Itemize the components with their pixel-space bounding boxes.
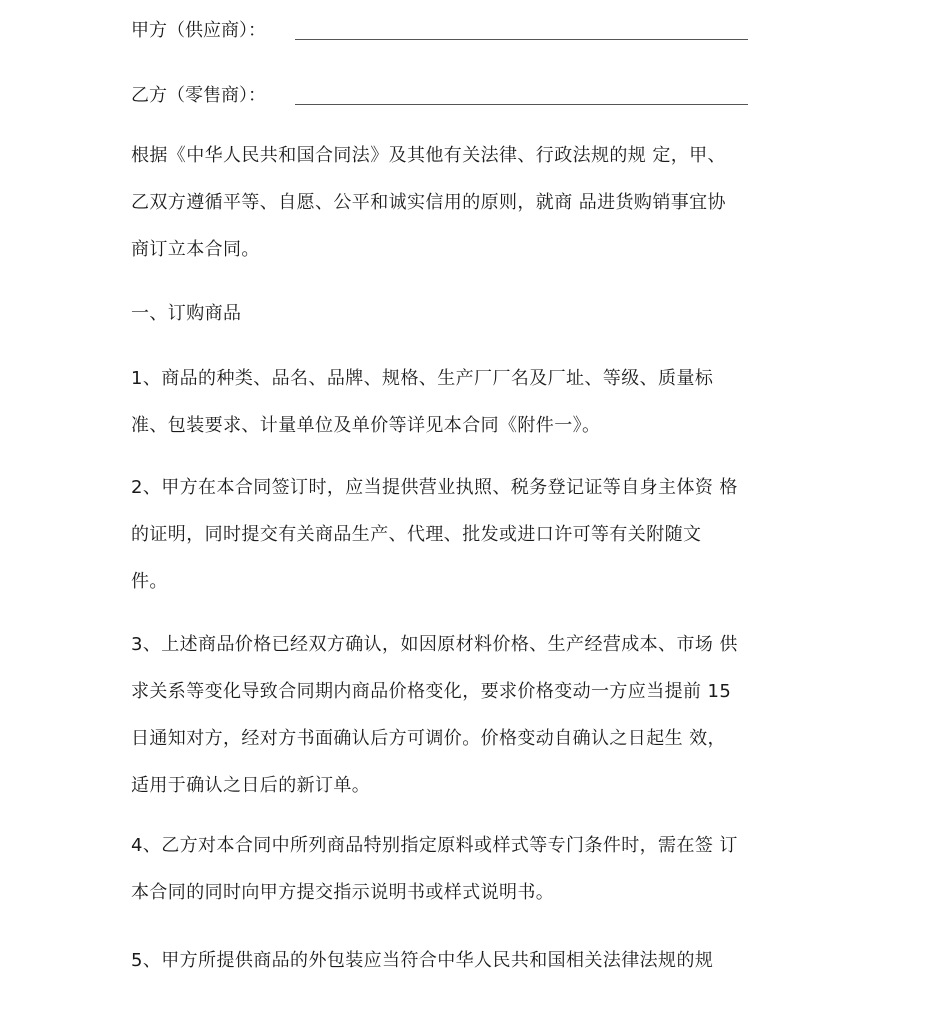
clause-line: 适用于确认之日后的新订单。	[131, 775, 371, 796]
clause-line: 求关系等变化导致合同期内商品价格变化，要求价格变动一方应当提前 15	[131, 681, 732, 702]
clause-2	[131, 464, 796, 605]
preamble-line: 乙双方遵循平等、自愿、公平和诚实信用的原则，就商 品进货购销事宜协	[131, 192, 726, 213]
clause-4	[131, 822, 796, 916]
clause-line: 件。	[131, 571, 168, 592]
clause-3	[131, 621, 796, 809]
preamble-line: 根据《中华人民共和国合同法》及其他有关法律、行政法规的规 定，甲、	[131, 145, 726, 166]
clause-line: 2、甲方在本合同签订时，应当提供营业执照、税务登记证等自身主体资 格	[131, 477, 738, 498]
clause-line: 4、乙方对本合同中所列商品特别指定原料或样式等专门条件时，需在签 订	[131, 835, 738, 856]
party-b-blank	[295, 104, 748, 105]
party-a-row	[131, 19, 266, 43]
clause-line: 5、甲方所提供商品的外包装应当符合中华人民共和国相关法律法规的规	[131, 950, 714, 971]
clause-5	[131, 937, 796, 984]
clause-1	[131, 355, 796, 449]
clause-line: 日通知对方，经对方书面确认后方可调价。价格变动自确认之日起生 效，	[131, 728, 726, 749]
party-b-label: 乙方（零售商）：	[131, 85, 266, 106]
preamble-line: 商订立本合同。	[131, 239, 260, 260]
party-a-label: 甲方（供应商）：	[131, 20, 266, 41]
section-heading-text: 一、订购商品	[131, 303, 242, 324]
clause-line: 3、上述商品价格已经双方确认，如因原材料价格、生产经营成本、市场 供	[131, 634, 738, 655]
party-a-blank	[295, 39, 748, 40]
clause-line: 准、包装要求、计量单位及单价等详见本合同《附件一》。	[131, 415, 601, 436]
preamble-paragraph	[131, 132, 796, 273]
section-1-heading	[131, 290, 796, 337]
clause-line: 的证明，同时提交有关商品生产、代理、批发或进口许可等有关附随文	[131, 524, 702, 545]
clause-line: 1、商品的种类、品名、品牌、规格、生产厂厂名及厂址、等级、质量标	[131, 368, 714, 389]
clause-line: 本合同的同时向甲方提交指示说明书或样式说明书。	[131, 882, 555, 903]
party-b-row	[131, 84, 266, 108]
